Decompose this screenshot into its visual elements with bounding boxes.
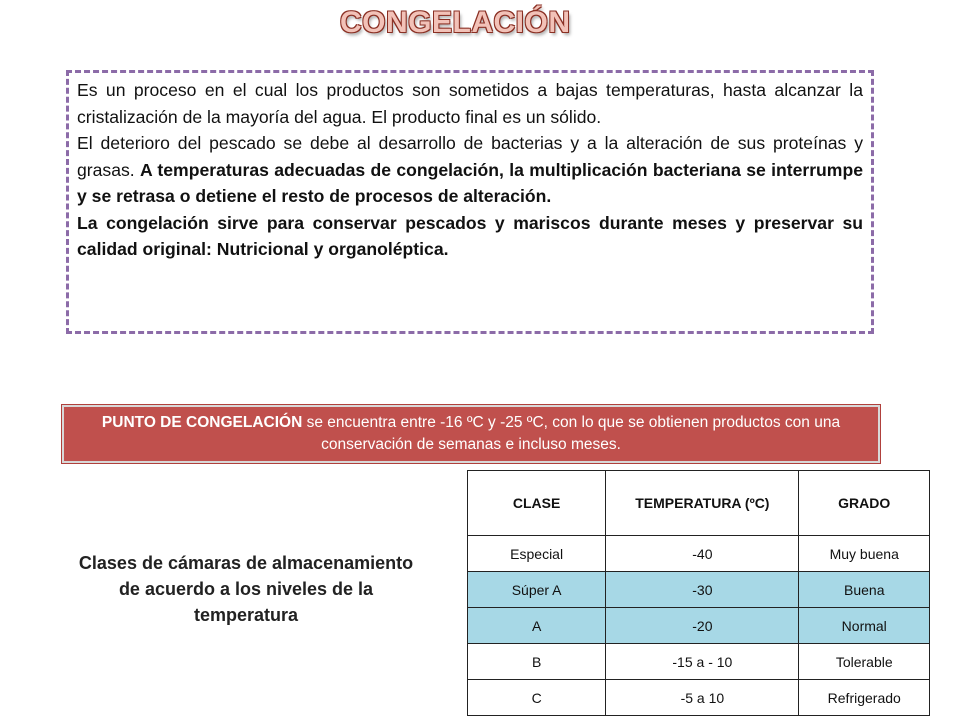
freezing-point-label: PUNTO DE CONGELACIÓN	[101, 414, 303, 431]
intro-paragraph-1: Es un proceso en el cual los productos son sometidos a bajas temperaturas, hasta alcanzar la cristalización de la mayoría del agua. El producto final es un sólido.	[77, 80, 863, 127]
table-row	[468, 680, 930, 716]
intro-paragraph-3-bold: La congelación sirve para conservar pescados y mariscos durante meses y preservar su calidad original: Nutricional y organoléptica.	[77, 212, 863, 259]
table-row	[468, 644, 930, 680]
header-clase: CLASE	[468, 471, 606, 536]
table-row	[468, 536, 930, 572]
cell-clase: Especial	[468, 536, 606, 572]
cell-temperatura: -40	[606, 536, 799, 572]
cell-clase: A	[468, 608, 606, 644]
cell-grado: Refrigerado	[799, 680, 930, 716]
table-caption: Clases de cámaras de almacenamiento de acuerdo a los niveles de la temperatura	[78, 553, 414, 625]
table-row	[468, 608, 930, 644]
intro-paragraph-2-bold: A temperaturas adecuadas de congelación, la multiplicación bacteriana se interrumpe y se retrasa o detiene el resto de procesos de alteración.	[77, 159, 863, 206]
freezing-point-description: se encuentra entre -16 ºC y -25 ºC, con lo que se obtienen productos con una conservación de semanas e incluso meses.	[302, 414, 841, 453]
cell-temperatura: -20	[606, 608, 799, 644]
cell-grado: Tolerable	[799, 644, 930, 680]
cell-clase: Súper A	[468, 572, 606, 608]
page-title: CONGELACIÓN	[340, 6, 571, 39]
header-temperatura: TEMPERATURA (ºC)	[606, 471, 799, 536]
intro-paragraph-2	[77, 130, 863, 210]
table-row	[468, 572, 930, 608]
header-grado: GRADO	[799, 471, 930, 536]
freezing-point-text	[84, 412, 858, 456]
cell-temperatura: -15 a - 10	[606, 644, 799, 680]
freezing-point-banner	[62, 405, 880, 463]
cell-clase: C	[468, 680, 606, 716]
storage-classes-table	[467, 470, 930, 716]
cell-grado: Buena	[799, 572, 930, 608]
cell-temperatura: -30	[606, 572, 799, 608]
intro-paragraph-2-normal: El deterioro del pescado se debe al desarrollo de bacterias y a la alteración de sus proteínas y grasas.	[77, 133, 863, 180]
cell-grado: Muy buena	[799, 536, 930, 572]
intro-paragraph-3	[77, 210, 863, 263]
cell-grado: Normal	[799, 608, 930, 644]
intro-text-box	[66, 70, 874, 334]
cell-temperatura: -5 a 10	[606, 680, 799, 716]
cell-clase: B	[468, 644, 606, 680]
table-header-row	[468, 471, 930, 536]
